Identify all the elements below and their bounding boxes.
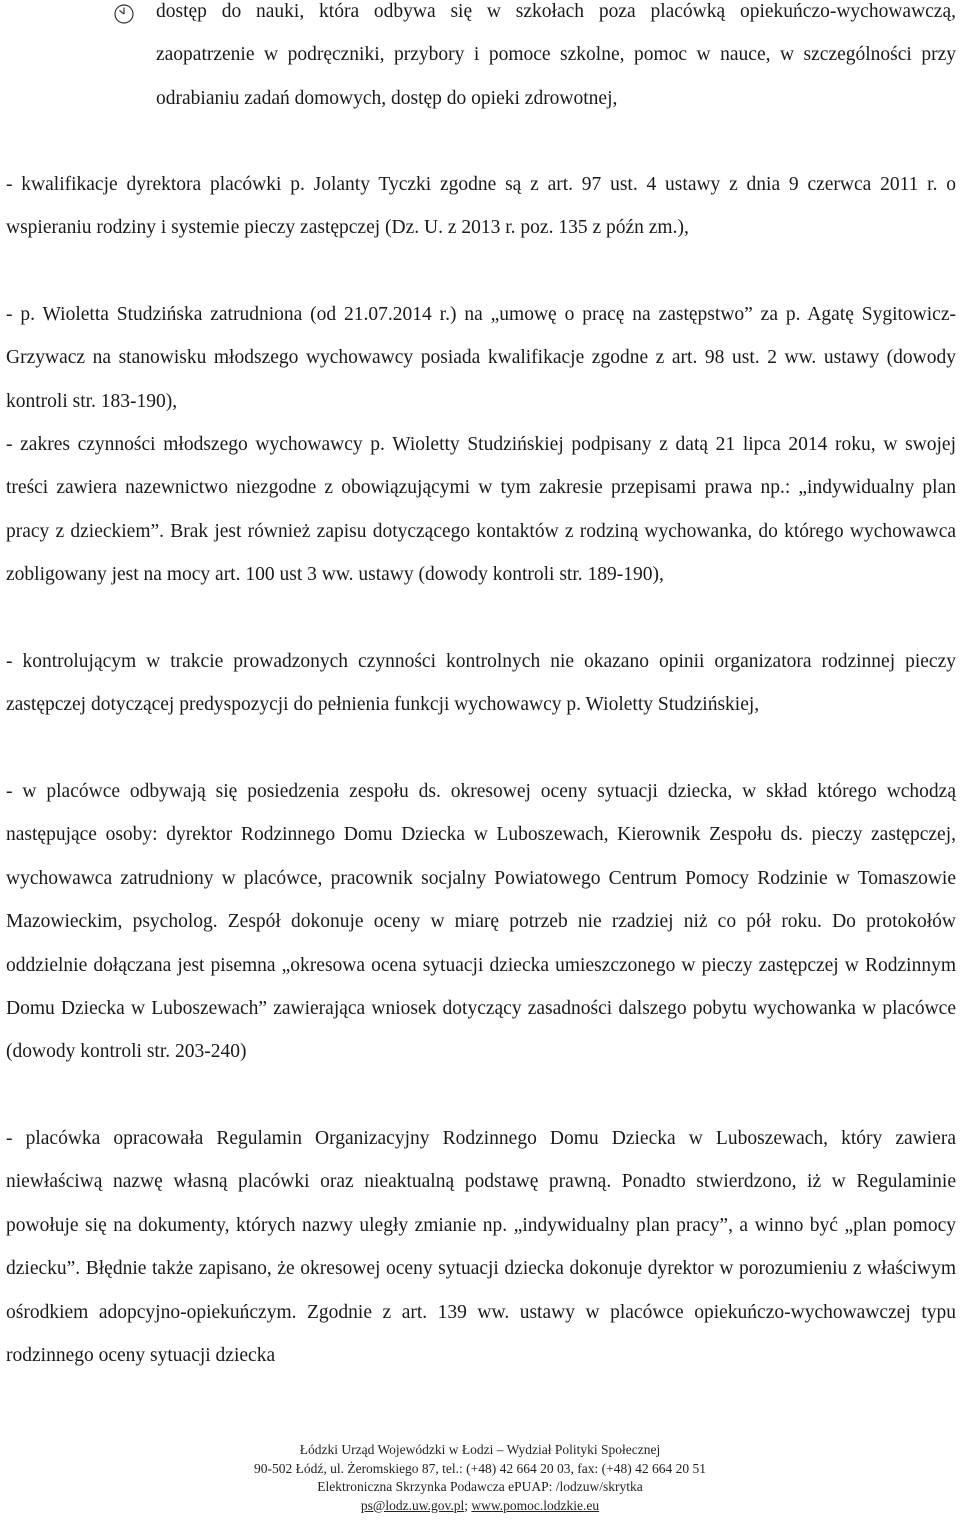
paragraph-director-qualifications: - kwalifikacje dyrektora placówki p. Jolanty Tyczki zgodne są z art. 97 ust. 4 ustawy z dnia 9 czerwca 2011 r. o wspieraniu rodziny i systemie pieczy zastępczej (Dz. U. z 2013 r. poz. 135 z późn zm.), <box>6 174 956 239</box>
paragraph-studzinska-employment: - p. Wioletta Studzińska zatrudniona (od 21.07.2014 r.) na „umowę o pracę na zastępstwo” za p. Agatę Sygitowicz-Grzywacz na stanowisku młodszego wychowawcy posiada kwalifikacje zgodne z art. 98 ust. 2 ww. ustawy (dowody kontroli str. 183-190), <box>6 304 956 412</box>
footer-separator: ; <box>464 1497 468 1513</box>
paragraph-duties-scope: - zakres czynności młodszego wychowawcy p. Wioletty Studzińskiej podpisany z datą 21 lipca 2014 roku, w swojej treści zawiera nazewnictwo niezgodne z obowiązującymi w tym zakresie przepisami prawa np.: „indywidualny plan pracy z dzieckiem”. Brak jest również zapisu dotyczącego kontaktów z rodziną wychowanka, do którego wychowawca zobligowany jest na mocy art. 100 ust 3 ww. ustawy (dowody kontroli str. 189-190), <box>6 434 956 586</box>
paragraph-organizer-opinion: - kontrolującym w trakcie prowadzonych czynności kontrolnych nie okazano opinii organizatora rodzinnej pieczy zastępczej dotyczącej predyspozycji do pełnienia funkcji wychowawcy p. Wioletty Studzińskiej, <box>6 651 956 716</box>
footer-epuap: Elektroniczna Skrzynka Podawcza ePUAP: /lodzuw/skrytka <box>317 1479 643 1494</box>
footer-contact-line <box>0 1497 960 1516</box>
paragraph-bullet-education: dostęp do nauki, która odbywa się w szkołach poza placówką opiekuńczo-wychowawczą, zaopatrzenie w podręczniki, przybory i pomoce szkolne, pomoc w nauce, w szczególności przy odrabianiu zadań domowych, dostęp do opieki zdrowotnej, <box>156 1 956 109</box>
footer-office-name: Łódzki Urząd Wojewódzki w Łodzi – Wydział Polityki Społecznej <box>299 1442 661 1457</box>
paragraph-organizational-regulations: - placówka opracowała Regulamin Organizacyjny Rodzinnego Domu Dziecka w Luboszewach, który zawiera niewłaściwą nazwę własną placówki oraz nieaktualną podstawę prawną. Ponadto stwierdzono, iż w Regulaminie powołuje się na dokumenty, których nazwy uległy zmianie np. „indywidualny plan pracy”, a winno być „plan pomocy dziecku”. Błędnie także zapisano, że okresowej oceny sytuacji dziecka dokonuje dyrektor w porozumieniu z właściwym ośrodkiem adopcyjno-opiekuńczym. Zgodnie z art. 139 ww. ustawy w placówce opiekuńczo-wychowawczej typu rodzinnego oceny sytuacji dziecka <box>6 1128 956 1367</box>
paragraph-assessment-team: - w placówce odbywają się posiedzenia zespołu ds. okresowej oceny sytuacji dziecka, w skład którego wchodzą następujące osoby: dyrektor Rodzinnego Domu Dziecka w Luboszewach, Kierownik Zespołu ds. pieczy zastępczej, wychowawca zatrudniony w placówce, pracownik socjalny Powiatowego Centrum Pomocy Rodzinie w Tomaszowie Mazowieckim, psycholog. Zespół dokonuje oceny w miarę potrzeb nie rzadziej niż co pół roku. Do protokołów oddzielnie dołączana jest pisemna „okresowa ocena sytuacji dziecka umieszczonego w pieczy zastępczej w Rodzinnym Domu Dziecka w Luboszewach” zawierająca wniosek dotyczący zasadności dalszego pobytu wychowanka w placówce (dowody kontroli str. 203-240) <box>6 781 956 1063</box>
footer-website-link[interactable]: www.pomoc.lodzkie.eu <box>471 1497 600 1513</box>
page-footer <box>0 1441 960 1515</box>
footer-address: 90-502 Łódź, ul. Żeromskiego 87, tel.: (+48) 42 664 20 03, fax: (+48) 42 664 20 51 <box>253 1460 707 1476</box>
clock-bullet-icon <box>113 3 135 25</box>
footer-email-link[interactable]: ps@lodz.uw.gov.pl <box>360 1497 465 1513</box>
